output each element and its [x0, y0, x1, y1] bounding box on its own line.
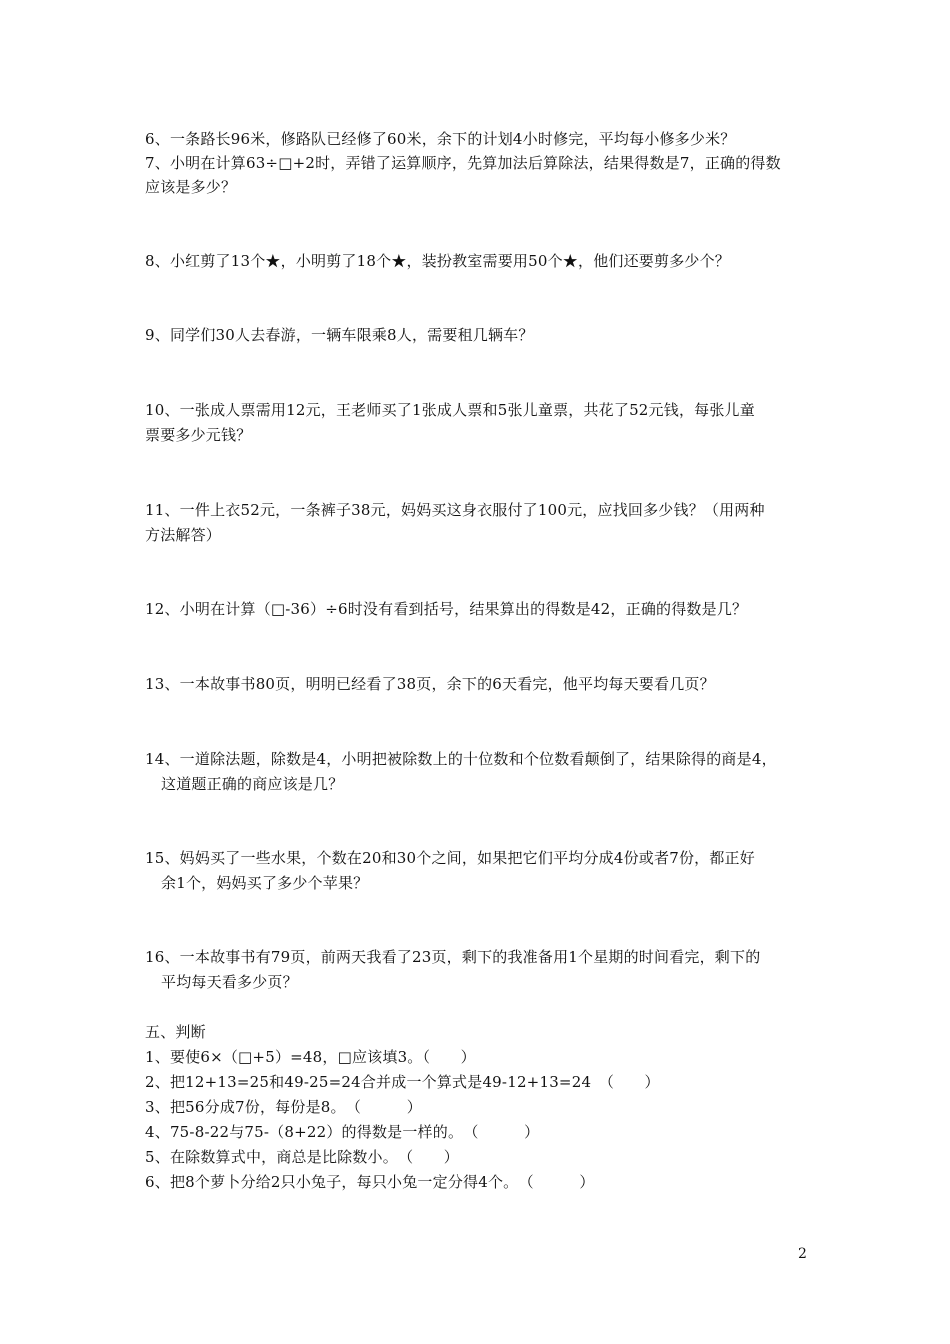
problem-11-line-2: 方法解答） [145, 526, 222, 544]
judgment-item-4: 4、75-8-22与75-（8+22）的得数是一样的。 （ ） [145, 1123, 540, 1141]
problem-11-line-1: 11、一件上衣52元，一条裤子38元，妈妈买这身衣服付了100元，应找回多少钱？（用两种 [145, 501, 765, 519]
problem-7-line-2: 应该是多少？ [145, 178, 237, 196]
page-number: 2 [798, 1246, 807, 1262]
problem-16-line-2: 平均每天看多少页？ [161, 973, 298, 991]
problem-6-line-1: 6、一条路长96米，修路队已经修了60米，余下的计划4小时修完，平均每小修多少米？ [145, 130, 736, 148]
judgment-item-1: 1、要使6×（□+5）=48，□应该填3。（ ） [145, 1048, 476, 1066]
problem-15-line-2: 余1个，妈妈买了多少个苹果？ [161, 874, 369, 892]
judgment-item-2: 2、把12+13=25和49-25=24合并成一个算式是49-12+13=24 （ ） [145, 1073, 660, 1091]
problem-15-line-1: 15、妈妈买了一些水果，个数在20和30个之间，如果把它们平均分成4份或者7份，都正好 [145, 849, 755, 867]
problem-10-line-1: 10、一张成人票需用12元，王老师买了1张成人票和5张儿童票，共花了52元钱，每张儿童 [145, 401, 755, 419]
problem-14-line-2: 这道题正确的商应该是几？ [161, 775, 344, 793]
problem-7-line-1: 7、小明在计算63÷□+2时，弄错了运算顺序，先算加法后算除法，结果得数是7，正确的得数 [145, 154, 781, 172]
problem-8-line-1: 8、小红剪了13个★，小明剪了18个★，装扮教室需要用50个★，他们还要剪多少个？ [145, 252, 731, 270]
problem-10-line-2: 票要多少元钱？ [145, 426, 252, 444]
judgment-item-6: 6、把8个萝卜分给2只小兔子，每只小兔一定分得4个。 （ ） [145, 1173, 595, 1191]
judgment-heading: 五、判断 [145, 1023, 206, 1041]
problem-12-line-1: 12、小明在计算（□-36）÷6时没有看到括号，结果算出的得数是42，正确的得数是几？ [145, 600, 748, 618]
judgment-item-5: 5、在除数算式中，商总是比除数小。 （ ） [145, 1148, 459, 1166]
problem-14-line-1: 14、一道除法题，除数是4，小明把被除数上的十位数和个位数看颠倒了，结果除得的商是4， [145, 750, 777, 768]
problem-9-line-1: 9、同学们30人去春游，一辆车限乘8人，需要租几辆车？ [145, 326, 534, 344]
judgment-item-3: 3、把56分成7份，每份是8。 （ ） [145, 1098, 422, 1116]
problem-13-line-1: 13、一本故事书80页，明明已经看了38页，余下的6天看完，他平均每天要看几页？ [145, 675, 715, 693]
problem-16-line-1: 16、一本故事书有79页，前两天我看了23页，剩下的我准备用1个星期的时间看完，剩下的 [145, 948, 761, 966]
